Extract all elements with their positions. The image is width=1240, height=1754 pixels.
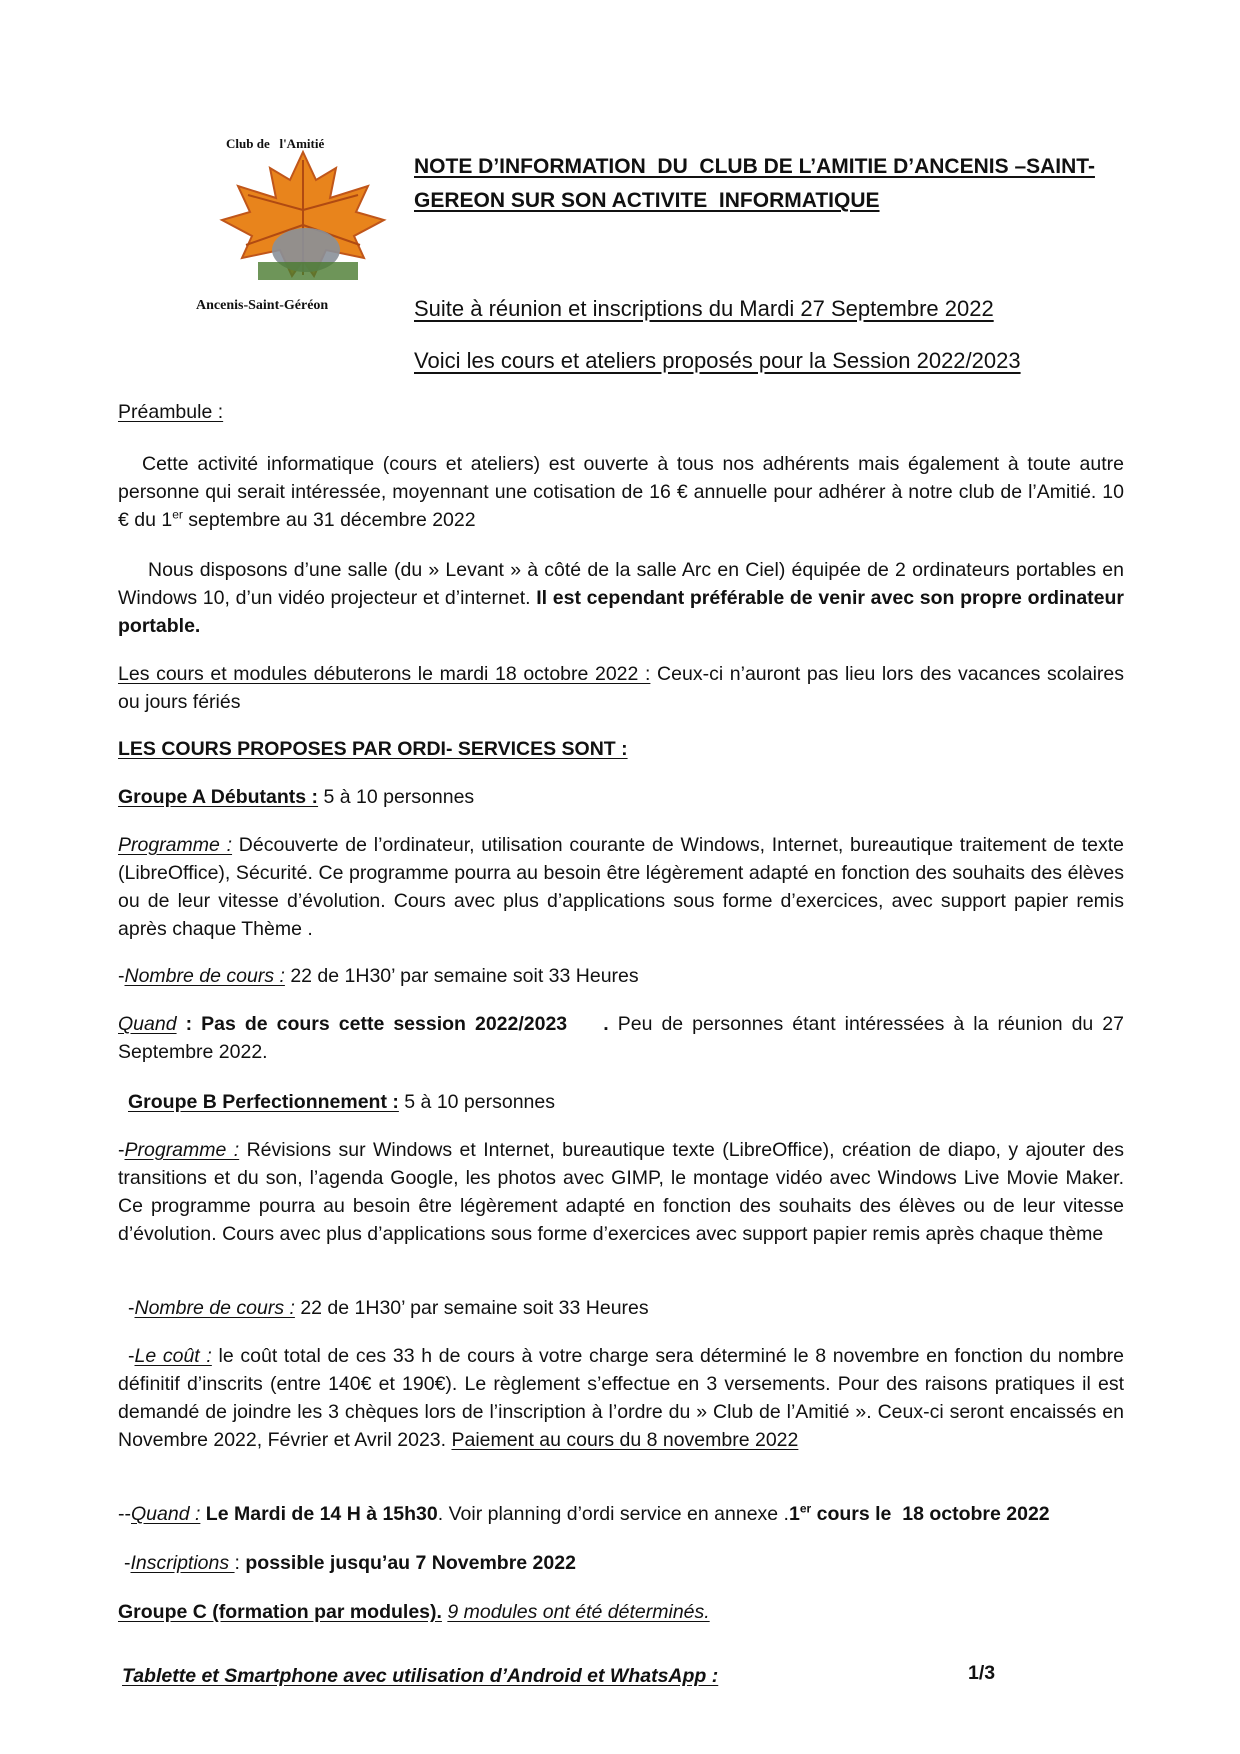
p3-text: Ceux-ci n’auront pas lieu lors des vacances scolaires ou jours fériés — [118, 663, 1124, 713]
groupe-b-cout — [118, 1342, 1124, 1454]
p1-sup: er — [172, 507, 183, 522]
groupe-b-insc-prefix: - — [124, 1552, 131, 1574]
groupe-a-nb-text: 22 de 1H30’ par semaine soit 33 Heures — [284, 965, 639, 987]
groupe-b-quand-prefix: -- — [118, 1503, 131, 1525]
preambule-heading: Préambule : — [118, 401, 224, 423]
groupe-a-nb-prefix: - — [118, 965, 125, 987]
groupe-c-heading — [118, 1598, 1124, 1626]
p1-text-end: septembre au 31 décembre 2022 — [182, 509, 476, 531]
subtitle-reunion: Suite à réunion et inscriptions du Mardi 27 Septembre 2022 — [414, 296, 994, 321]
groupe-a-programme — [118, 831, 1124, 943]
groupe-c-title: Groupe C (formation par modules). — [118, 1601, 442, 1623]
groupe-b-insc-bold: possible jusqu’au 7 Novembre 2022 — [245, 1552, 576, 1574]
groupe-b-quand-bold: Le Mardi de 14 H à 15h30 — [200, 1503, 438, 1525]
cours-heading — [118, 735, 1124, 763]
groupe-b-first-course-sup: er — [799, 1501, 812, 1516]
cours-heading-text: LES COURS PROPOSES PAR ORDI- SERVICES SONT : — [118, 738, 628, 760]
groupe-b-heading — [118, 1088, 1124, 1116]
groupe-b-quand — [118, 1500, 1124, 1528]
groupe-b-insc-text: : — [234, 1552, 246, 1574]
groupe-a-prog-text: Découverte de l’ordinateur, utilisation courante de Windows, Internet, bureautique traitement de texte (LibreOffice), Sécurité. Ce programme pourra au besoin être légèrement adapté en fonction des souhaits des élèves ou de leur vitesse d’évolution. Cours avec plus d’applications sous forme d’exercices, avec support papier remis après chaque Thème . — [118, 834, 1125, 940]
preambule-paragraph-2 — [118, 556, 1124, 640]
groupe-a-title: Groupe A Débutants : — [118, 786, 319, 808]
preambule-paragraph-3 — [118, 660, 1124, 716]
groupe-b-nb-label: Nombre de cours : — [134, 1297, 295, 1319]
page-title — [414, 150, 1114, 218]
groupe-a-quand-bold: : Pas de cours cette session 2022/2023 . — [176, 1013, 609, 1035]
groupe-b-prog-label: Programme : — [124, 1139, 240, 1161]
groupe-b-title: Groupe B Perfectionnement : — [128, 1091, 399, 1113]
preambule-label — [118, 398, 1124, 426]
groupe-b-programme — [118, 1136, 1124, 1248]
groupe-a-quand-label: Quand — [118, 1013, 177, 1035]
groupe-b-first-course: cours le 18 octobre 2022 — [811, 1503, 1050, 1525]
groupe-a-nb-label: Nombre de cours : — [124, 965, 285, 987]
p3-underlined: Les cours et modules débuterons le mardi 18 octobre 2022 : — [118, 663, 651, 685]
groupe-b-nb-text: 22 de 1H30’ par semaine soit 33 Heures — [294, 1297, 649, 1319]
groupe-b-cout-label: Le coût : — [134, 1345, 212, 1367]
groupe-b-nombre — [118, 1294, 1124, 1322]
p1-text: Cette activité informatique (cours et ateliers) est ouverte à tous nos adhérents mais également à toute autre personne qui serait intéressée, moyennant une cotisation de 16 € annuelle pour adhérer à notre club de l’Amitié. 10 € du 1 — [118, 453, 1124, 531]
title-line-2: GEREON SUR SON ACTIVITE INFORMATIQUE — [414, 189, 880, 212]
preambule-paragraph-1 — [118, 450, 1124, 534]
tablette-heading: Tablette et Smartphone avec utilisation d’Android et WhatsApp : — [122, 1665, 719, 1687]
groupe-b-inscriptions — [118, 1549, 1124, 1577]
groupe-b-quand-text: . Voir planning d’ordi service en annexe . — [437, 1503, 789, 1525]
groupe-a-nombre — [118, 962, 1124, 990]
logo-bottom-text: Ancenis-Saint-Géréon — [196, 298, 329, 313]
p2-text: Nous disposons d’une salle (du » Levant » à côté de la salle Arc en Ciel) équipée de 2 ordinateurs portables en Windows 10, d’un vidéo projecteur et d’internet. — [118, 559, 1124, 609]
title-line-1: NOTE D’INFORMATION DU CLUB DE L’AMITIE D’ANCENIS –SAINT- — [414, 155, 1095, 178]
groupe-a-quand — [118, 1010, 1124, 1066]
groupe-a-heading — [118, 783, 1124, 811]
club-logo — [196, 130, 406, 320]
groupe-b-cout-prefix: - — [128, 1345, 135, 1367]
groupe-b-insc-label: Inscriptions — [130, 1552, 235, 1574]
groupe-b-paiement: Paiement au cours du 8 novembre 2022 — [451, 1429, 799, 1451]
groupe-b-nb-prefix: - — [128, 1297, 135, 1319]
page-number: 1/3 — [968, 1662, 996, 1684]
maple-leaf-icon — [218, 150, 388, 290]
groupe-a-quand-text: Peu de personnes étant intéressées à la réunion du 27 Septembre 2022. — [118, 1013, 1124, 1063]
groupe-b-size: 5 à 10 personnes — [398, 1091, 555, 1113]
groupe-b-prog-prefix: - — [118, 1139, 125, 1161]
groupe-c-modules: 9 modules ont été déterminés. — [447, 1601, 710, 1623]
p2-bold: Il est cependant préférable de venir avec son propre ordinateur portable. — [118, 587, 1125, 637]
grass-shape — [258, 262, 358, 280]
groupe-b-prog-text: Révisions sur Windows et Internet, bureautique texte (LibreOffice), création de diapo, y ajouter des transitions et du son, l’agenda Google, les photos avec GIMP, le montage vidéo avec Windows Live Movie Maker. Ce programme pourra au besoin être légèrement adapté en fonction des souhaits des élèves ou de leur vitesse d’évolution. Cours avec plus d’applications sous forme d’exercices avec support papier remis après chaque thème — [118, 1139, 1124, 1245]
groupe-b-first-course-num: 1 — [788, 1503, 800, 1525]
groupe-b-quand-label: Quand : — [131, 1503, 201, 1525]
groupe-a-prog-label: Programme : — [118, 834, 233, 856]
logo-top-text: Club de l'Amitié — [226, 136, 325, 151]
groupe-b-cout-text: le coût total de ces 33 h de cours à votre charge sera déterminé le 8 novembre en fonction du nombre définitif d’inscrits (entre 140€ et 190€). Le règlement s’effectue en 3 versements. Pour des raisons pratiques il est demandé de joindre les 3 chèques lors de l’inscription à l’ordre du » Club de l’Amitié ». Ceux-ci seront encaissés en Novembre 2022, Février et Avril 2023. — [118, 1345, 1124, 1451]
subtitle-session: Voici les cours et ateliers proposés pour la Session 2022/2023 — [414, 348, 1021, 373]
groupe-a-size: 5 à 10 personnes — [318, 786, 475, 808]
